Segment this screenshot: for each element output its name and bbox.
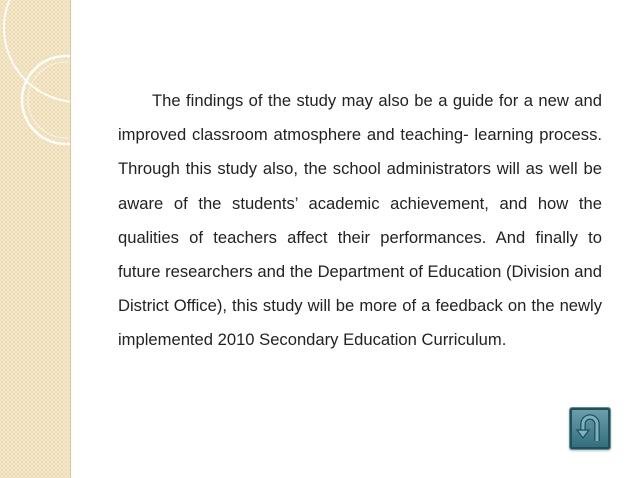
u-turn-return-arrow-icon (575, 413, 605, 444)
decorative-side-band (0, 0, 71, 478)
return-button[interactable] (569, 407, 611, 450)
decorative-rings (0, 0, 70, 478)
slide-paragraph: The findings of the study may also be a guide for a new and improved classroom atmosphere and teaching- learning process. Through this study also, the school administrators will as well be aware of the students’ academic achievement, and how the qualities of teachers affect their performances. And finally to future researchers and the Department of Education (Division and District Office), this study will be more of a feedback on the newly implemented 2010 Secondary Education Curriculum. (118, 91, 602, 350)
